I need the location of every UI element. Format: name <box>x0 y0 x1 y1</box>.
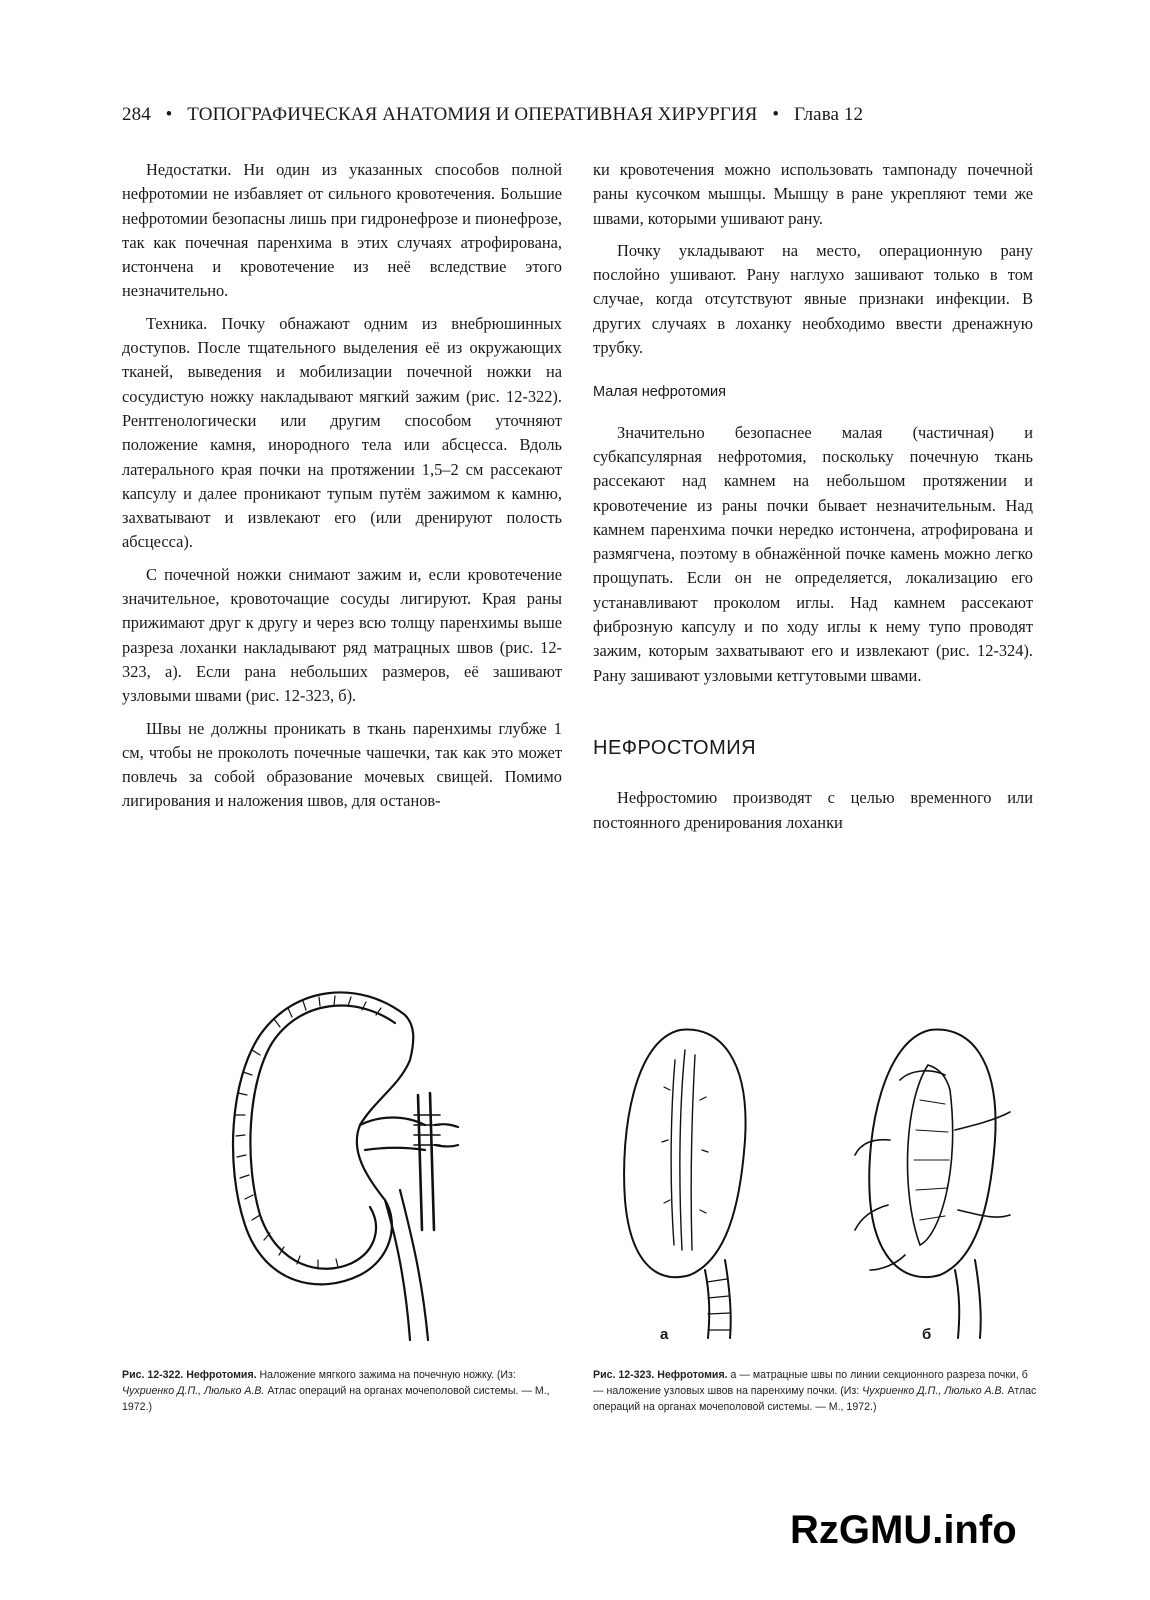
caption-source: Атлас операций на органах мочеполовой системы. — М., 1972.) <box>593 1385 1037 1413</box>
right-column <box>593 158 1033 843</box>
section-heading: НЕФРОСТОМИЯ <box>593 736 757 759</box>
caption-source: Атлас операций на органах мочеполовой системы. — М., 1972.) <box>122 1385 550 1413</box>
paragraph: Швы не должны проникать в ткань паренхимы глубже 1 см, чтобы не проколоть почечные чашечки, так как это может повлечь за собой образование мочевых свищей. Помимо лигирования и наложения швов, для останов- <box>122 718 562 811</box>
figure-kidney-mattress-sutures <box>610 1020 760 1340</box>
left-column <box>122 158 562 822</box>
figure-caption-323 <box>593 1367 1038 1415</box>
chapter-label: Глава 12 <box>793 104 864 125</box>
header-bullet-2: • <box>772 104 780 125</box>
page-number: 284 <box>122 104 151 125</box>
caption-authors: Чухриенко Д.П., Люлько А.В. <box>862 1385 1005 1397</box>
caption-authors: Чухриенко Д.П., Люлько А.В. <box>122 1385 265 1397</box>
header-bullet: • <box>165 104 173 125</box>
subsection-heading: Малая нефротомия <box>593 384 726 401</box>
paragraph: Значительно безопаснее малая (частичная) и субкапсулярная нефротомия, поскольку почечную ткань рассекают над камнем на небольшом протяжении и кровотечение из раны почки бывает незначительным. Над камнем паренхима почки нередко истончена, атрофирована и размягчена, поэтому в обнажённой почке камень можно легко прощупать. Если он не определяется, локализацию его устанавливают проколом иглы. Над камнем рассекают фиброзную капсулу и по ходу иглы к нему тупо проводят зажим, которым захватывают его и извлекают (рис. 12-324). Рану зашивают узловыми кетгутовыми швами. <box>593 422 1033 685</box>
paragraph: Почку укладывают на место, операционную рану послойно ушивают. Рану наглухо зашивают только в том случае, когда отсутствуют явные признаки инфекции. В других случаях в лоханку необходимо ввести дренажную трубку. <box>593 240 1033 358</box>
caption-label: Рис. 12-323. Нефротомия. <box>593 1369 728 1381</box>
caption-text: Наложение мягкого зажима на почечную ножку. (Из: <box>256 1369 516 1381</box>
paragraph: Нефростомию производят с целью временного или постоянного дренирования лоханки <box>593 788 1033 832</box>
figure-label-b: б <box>922 1326 932 1343</box>
paragraph: С почечной ножки снимают зажим и, если кровотечение значительное, кровоточащие сосуды лигируют. Края раны прижимают друг к другу и через всю толщу паренхимы выше разреза лоханки накладывают ряд матрацных швов (рис. 12-323, а). Если рана небольших размеров, её зашивают узловыми швами (рис. 12-323, б). <box>122 564 562 706</box>
figure-kidney-clamp <box>200 975 460 1345</box>
paragraph: Техника. Почку обнажают одним из внебрюшинных доступов. После тщательного выделения её из окружающих тканей, выведения и мобилизации почечной ножки на сосудистую ножку накладывают мягкий зажим (рис. 12-322). Рентгенологически или другим способом уточняют положение камня, инородного тела или абсцесса. Вдоль латерального края почки на протяжении 1,5–2 см рассекают капсулу и далее проникают тупым путём зажимом к камню, захватывают и извлекают его (или дренируют полость абсцесса). <box>122 313 562 552</box>
paragraph: Недостатки. Ни один из указанных способов полной нефротомии не избавляет от сильного кровотечения. Большие нефротомии безопасны лишь при гидронефрозе и пионефрозе, так как почечная паренхима в этих случаях атрофирована, истончена и кровотечение из неё вследствие этого незначительно. <box>122 160 562 301</box>
figure-label-a: а <box>660 1326 669 1343</box>
running-header <box>122 104 1022 126</box>
figure-caption-322 <box>122 1367 564 1415</box>
book-title: ТОПОГРАФИЧЕСКАЯ АНАТОМИЯ И ОПЕРАТИВНАЯ ХИРУРГИЯ <box>187 104 758 125</box>
figure-kidney-interrupted-sutures <box>850 1020 1020 1340</box>
paragraph: ки кровотечения можно использовать тампонаду почечной раны кусочком мышцы. Мышцу в ране укрепляют теми же швами, которыми ушивают рану. <box>593 160 1033 228</box>
watermark-logo: RzGMU.info <box>790 1508 1017 1552</box>
caption-text: а — матрацные швы по линии секционного разреза почки, б — наложение узловых швов на паренхиму почки. (Из: <box>593 1369 1028 1397</box>
caption-label: Рис. 12-322. Нефротомия. <box>122 1369 257 1381</box>
